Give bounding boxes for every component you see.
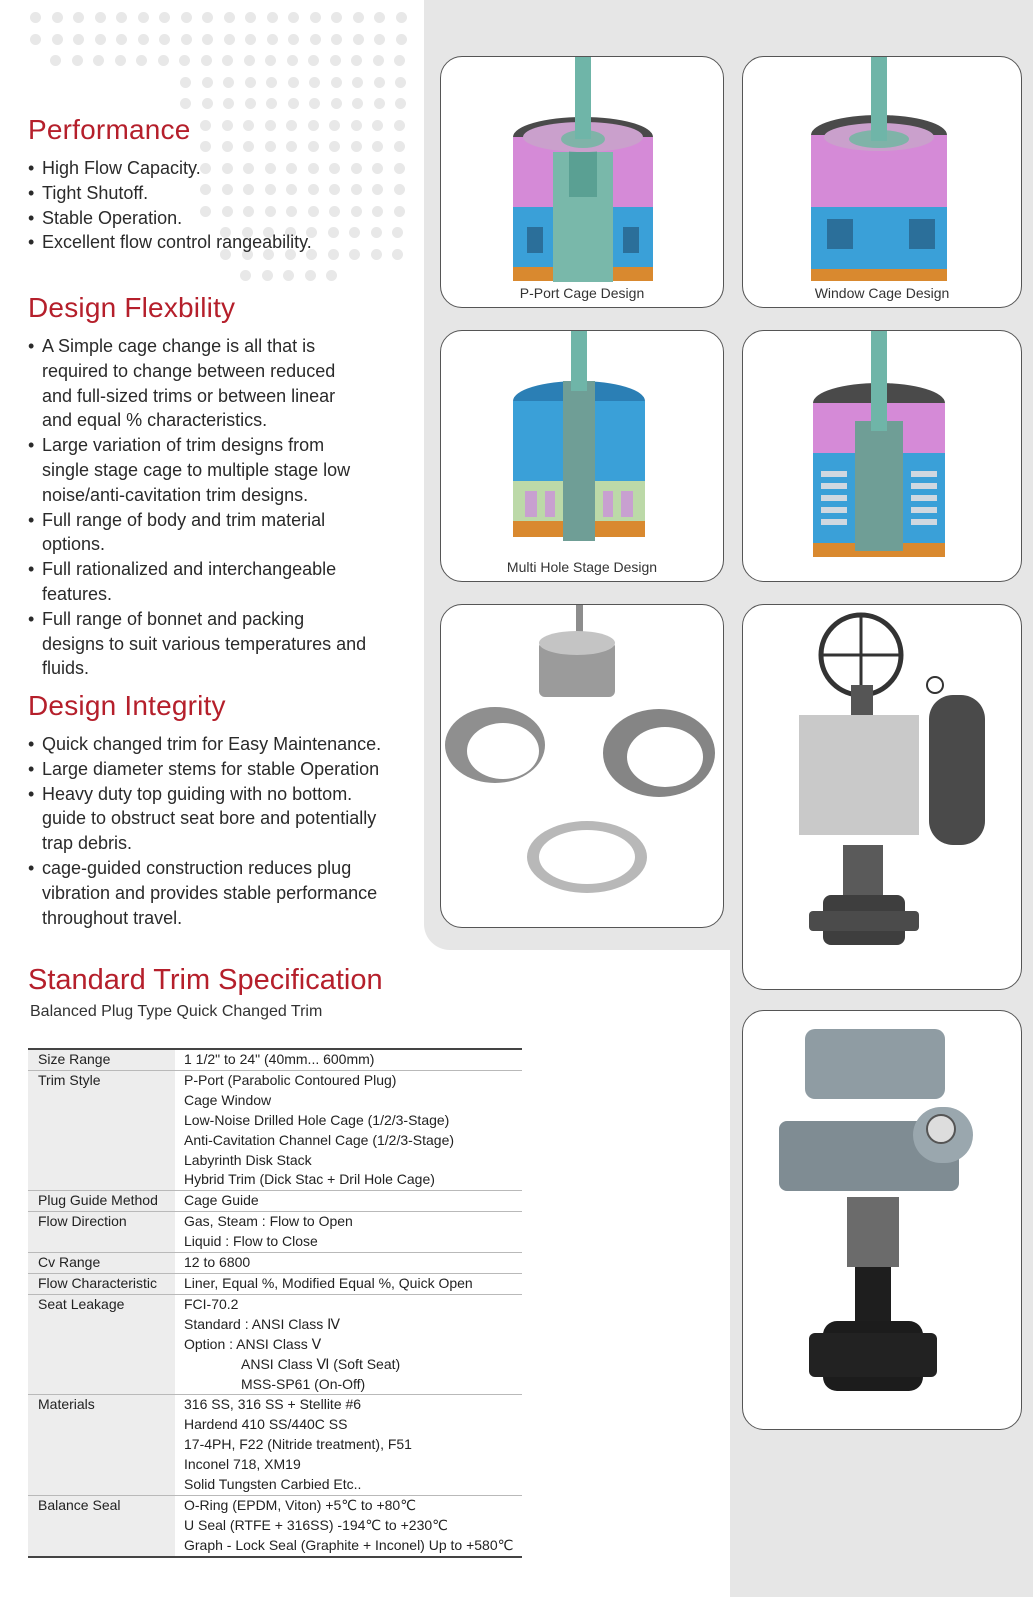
decor-dot: [243, 141, 254, 152]
list-item: • A Simple cage change is all that is required to change between reduced and full-sized trims or between linear and equal % characteristics.: [28, 334, 368, 433]
decor-dot: [286, 120, 297, 131]
decor-dot: [224, 34, 235, 45]
window-cage-caption: Window Cage Design: [814, 285, 950, 301]
decor-dot: [200, 141, 211, 152]
value-line: Labyrinth Disk Stack: [184, 1151, 312, 1168]
list-item: • cage-guided construction reduces plug vibration and provides stable performance throughout travel.: [28, 856, 390, 930]
decor-dot: [329, 184, 340, 195]
decor-dot: [394, 184, 405, 195]
decor-dot: [309, 98, 320, 109]
decor-dot: [180, 98, 191, 109]
decor-dot: [222, 120, 233, 131]
decor-dot: [116, 12, 127, 23]
decor-dot: [181, 12, 192, 23]
decor-dot: [200, 120, 211, 131]
decor-dot: [179, 55, 190, 66]
decor-dot: [349, 249, 360, 260]
decor-dot: [329, 163, 340, 174]
decor-dot: [93, 55, 104, 66]
trim-parts-illustration: [441, 605, 723, 927]
decor-dot: [392, 249, 403, 260]
table-row: [28, 1070, 522, 1190]
pneumatic-valve-illustration: [743, 605, 1021, 989]
decor-dot: [394, 55, 405, 66]
decor-dot: [52, 12, 63, 23]
performance-title: Performance: [28, 114, 191, 145]
decor-dot: [372, 184, 383, 195]
decor-dot: [351, 184, 362, 195]
window-cage-illustration: [743, 57, 1021, 307]
value-line: Gas, Steam : Flow to Open: [184, 1213, 353, 1230]
decor-dot: [308, 120, 319, 131]
row-value: [175, 1191, 522, 1212]
decor-dot: [244, 55, 255, 66]
integrity-title: Design Integrity: [28, 690, 226, 721]
decor-dot: [202, 34, 213, 45]
value-line: Inconel 718, XM19: [184, 1456, 301, 1473]
list-item: • Heavy duty top guiding with no bottom. guide to obstruct seat bore and potentially trap debris.: [28, 782, 390, 856]
list-item: • Full rationalized and interchangeable features.: [28, 557, 368, 607]
decor-dot: [158, 55, 169, 66]
pport-cage-caption: P-Port Cage Design: [519, 285, 645, 301]
list-item: • Tight Shutoff.: [28, 181, 328, 206]
trim-parts-card: [440, 604, 724, 928]
decor-dot: [266, 77, 277, 88]
decor-dot: [73, 12, 84, 23]
decor-dot: [115, 55, 126, 66]
decor-dot: [267, 12, 278, 23]
decor-dot: [267, 34, 278, 45]
flexibility-title: Design Flexbility: [28, 292, 236, 323]
decor-dot: [372, 163, 383, 174]
decor-dot: [328, 227, 339, 238]
decor-dot: [371, 249, 382, 260]
decor-dot: [50, 55, 61, 66]
list-item: • Quick changed trim for Easy Maintenance.: [28, 732, 390, 757]
value-line: Anti-Cavitation Channel Cage (1/2/3-Stage): [184, 1131, 455, 1148]
decor-dot: [351, 206, 362, 217]
table-row: [28, 1191, 522, 1212]
decor-dot: [372, 206, 383, 217]
value-line: 12 to 6800: [184, 1254, 251, 1271]
decor-dot: [309, 77, 320, 88]
decor-dot: [202, 77, 213, 88]
value-line: O-Ring (EPDM, Viton) +5℃ to +80℃: [184, 1496, 416, 1513]
decor-dot: [394, 206, 405, 217]
decor-dot: [308, 55, 319, 66]
value-line: Standard : ANSI Class Ⅳ: [184, 1315, 341, 1332]
decor-dot: [288, 98, 299, 109]
value-line: Liner, Equal %, Modified Equal %, Quick Open: [184, 1274, 473, 1291]
decor-dot: [353, 34, 364, 45]
decor-dot: [116, 34, 127, 45]
decor-dot: [331, 12, 342, 23]
decor-dot: [330, 55, 341, 66]
decor-dot: [202, 12, 213, 23]
decor-dot: [288, 12, 299, 23]
row-label: Trim Style: [28, 1070, 175, 1190]
decor-dot: [287, 55, 298, 66]
decor-dot: [180, 77, 191, 88]
electric-valve-illustration: [743, 1011, 1021, 1429]
decor-dot: [283, 270, 294, 281]
decor-dot: [138, 34, 149, 45]
decor-dot: [392, 227, 403, 238]
value-line: ANSI Class Ⅵ (Soft Seat): [241, 1355, 401, 1372]
spec-table: [28, 1048, 522, 1558]
decor-dot: [331, 34, 342, 45]
decor-dot: [222, 55, 233, 66]
table-row: [28, 1253, 522, 1274]
row-value: [175, 1212, 522, 1253]
decor-dot: [286, 141, 297, 152]
decor-dot: [352, 98, 363, 109]
decor-dot: [245, 34, 256, 45]
decor-dot: [351, 141, 362, 152]
spec-subtitle: Balanced Plug Type Quick Changed Trim: [30, 1003, 323, 1020]
decor-dot: [331, 77, 342, 88]
row-label: Cv Range: [28, 1253, 175, 1274]
decor-dot: [266, 98, 277, 109]
table-row: [28, 1049, 522, 1070]
decor-dot: [201, 55, 212, 66]
decor-dot: [329, 120, 340, 131]
pneumatic-valve-card: [742, 604, 1022, 990]
value-line: Cage Guide: [184, 1192, 259, 1209]
multihole-card: [440, 330, 724, 582]
decor-dot: [326, 270, 337, 281]
decor-dot: [202, 98, 213, 109]
spec-title: Standard Trim Specification: [28, 964, 383, 996]
decor-dot: [136, 55, 147, 66]
value-line: 1 1/2" to 24" (40mm... 600mm): [184, 1051, 375, 1067]
table-row: [28, 1294, 522, 1395]
value-line: Low-Noise Drilled Hole Cage (1/2/3-Stage): [184, 1111, 450, 1128]
list-item: • Full range of bonnet and packing designs to suit various temperatures and fluids.: [28, 607, 368, 681]
decor-dot: [222, 141, 233, 152]
decor-dot: [240, 270, 251, 281]
pport-cage-illustration: [441, 57, 723, 307]
decor-dot: [372, 141, 383, 152]
decor-dot: [265, 141, 276, 152]
value-line: 316 SS, 316 SS + Stellite #6: [184, 1396, 362, 1413]
decor-dot: [30, 12, 41, 23]
row-value: [175, 1049, 522, 1070]
decor-dot: [95, 34, 106, 45]
flexibility-list: [28, 334, 368, 681]
decor-dot: [352, 77, 363, 88]
decor-dot: [95, 12, 106, 23]
decor-dot: [351, 55, 362, 66]
window-cage-card: [742, 56, 1022, 308]
decor-dot: [245, 77, 256, 88]
list-item: • Stable Operation.: [28, 206, 328, 231]
decor-dot: [310, 34, 321, 45]
decor-dot: [394, 163, 405, 174]
row-value: [175, 1495, 522, 1556]
list-item: • Excellent flow control rangeability.: [28, 230, 328, 255]
decor-dot: [351, 120, 362, 131]
decor-dot: [73, 34, 84, 45]
row-value: [175, 1253, 522, 1274]
decor-dot: [329, 206, 340, 217]
decor-dot: [288, 77, 299, 88]
decor-dot: [374, 98, 385, 109]
decor-dot: [394, 120, 405, 131]
decor-dot: [159, 12, 170, 23]
value-line: Liquid : Flow to Close: [184, 1233, 318, 1250]
row-label: Flow Characteristic: [28, 1273, 175, 1294]
row-label: Flow Direction: [28, 1212, 175, 1253]
decor-dot: [52, 34, 63, 45]
decor-dot: [372, 120, 383, 131]
row-label: Materials: [28, 1395, 175, 1496]
row-label: Seat Leakage: [28, 1294, 175, 1395]
row-value: [175, 1294, 522, 1395]
decor-dot: [223, 77, 234, 88]
decor-dot: [223, 98, 234, 109]
decor-dot: [181, 34, 192, 45]
table-row: [28, 1212, 522, 1253]
value-line: U Seal (RTFE + 316SS) -194℃ to +230℃: [184, 1516, 448, 1533]
row-value: [175, 1070, 522, 1190]
decor-dot: [243, 120, 254, 131]
decor-dot: [265, 55, 276, 66]
decor-dot: [331, 98, 342, 109]
decor-dot: [371, 227, 382, 238]
low-noise-cage-illustration: [743, 331, 1021, 581]
decor-dot: [396, 34, 407, 45]
integrity-list: [28, 732, 390, 930]
value-line: 17-4PH, F22 (Nitride treatment), F51: [184, 1436, 412, 1453]
multihole-caption: Multi Hole Stage Design: [506, 559, 658, 575]
decor-dot: [310, 12, 321, 23]
decor-dot: [245, 98, 256, 109]
value-line: Hardend 410 SS/440C SS: [184, 1416, 348, 1433]
multihole-illustration: [441, 331, 723, 581]
value-line: Graph - Lock Seal (Graphite + Inconel) Up to +580℃: [184, 1536, 514, 1553]
value-line: P-Port (Parabolic Contoured Plug): [184, 1071, 397, 1088]
decor-dot: [262, 270, 273, 281]
decor-dot: [395, 98, 406, 109]
pport-cage-card: [440, 56, 724, 308]
value-line: Hybrid Trim (Dick Stac + Dril Hole Cage): [184, 1171, 435, 1188]
table-row: [28, 1495, 522, 1556]
decor-dot: [353, 12, 364, 23]
decor-dot: [329, 141, 340, 152]
decor-dot: [349, 227, 360, 238]
row-value: [175, 1273, 522, 1294]
decor-dot: [394, 141, 405, 152]
table-row: [28, 1273, 522, 1294]
row-label: Plug Guide Method: [28, 1191, 175, 1212]
table-row: [28, 1395, 522, 1496]
value-line: FCI-70.2: [184, 1295, 239, 1312]
value-line: MSS-SP61 (On-Off): [241, 1375, 366, 1392]
decor-dot: [138, 12, 149, 23]
decor-dot: [159, 34, 170, 45]
decor-dot: [30, 34, 41, 45]
value-line: Cage Window: [184, 1091, 272, 1108]
row-label: Balance Seal: [28, 1495, 175, 1556]
decor-dot: [288, 34, 299, 45]
performance-list: [28, 156, 328, 255]
decor-dot: [395, 77, 406, 88]
decor-dot: [374, 77, 385, 88]
list-item: • Large variation of trim designs from single stage cage to multiple stage low noise/anti-cavitation trim designs.: [28, 433, 368, 507]
low-noise-cage-card: [742, 330, 1022, 582]
decor-dot: [373, 55, 384, 66]
decor-dot: [374, 12, 385, 23]
decor-dot: [224, 12, 235, 23]
electric-valve-card: [742, 1010, 1022, 1430]
decor-dot: [265, 120, 276, 131]
value-line: Solid Tungsten Carbied Etc..: [184, 1476, 362, 1493]
row-label: Size Range: [28, 1049, 175, 1070]
value-line: Option : ANSI Class Ⅴ: [184, 1335, 322, 1352]
list-item: • Full range of body and trim material options.: [28, 508, 368, 558]
list-item: • Large diameter stems for stable Operation: [28, 757, 390, 782]
decor-dot: [374, 34, 385, 45]
decor-dot: [396, 12, 407, 23]
list-item: • High Flow Capacity.: [28, 156, 328, 181]
decor-dot: [305, 270, 316, 281]
decor-dot: [328, 249, 339, 260]
row-value: [175, 1395, 522, 1496]
decor-dot: [72, 55, 83, 66]
decor-dot: [351, 163, 362, 174]
decor-dot: [308, 141, 319, 152]
decor-dot: [245, 12, 256, 23]
